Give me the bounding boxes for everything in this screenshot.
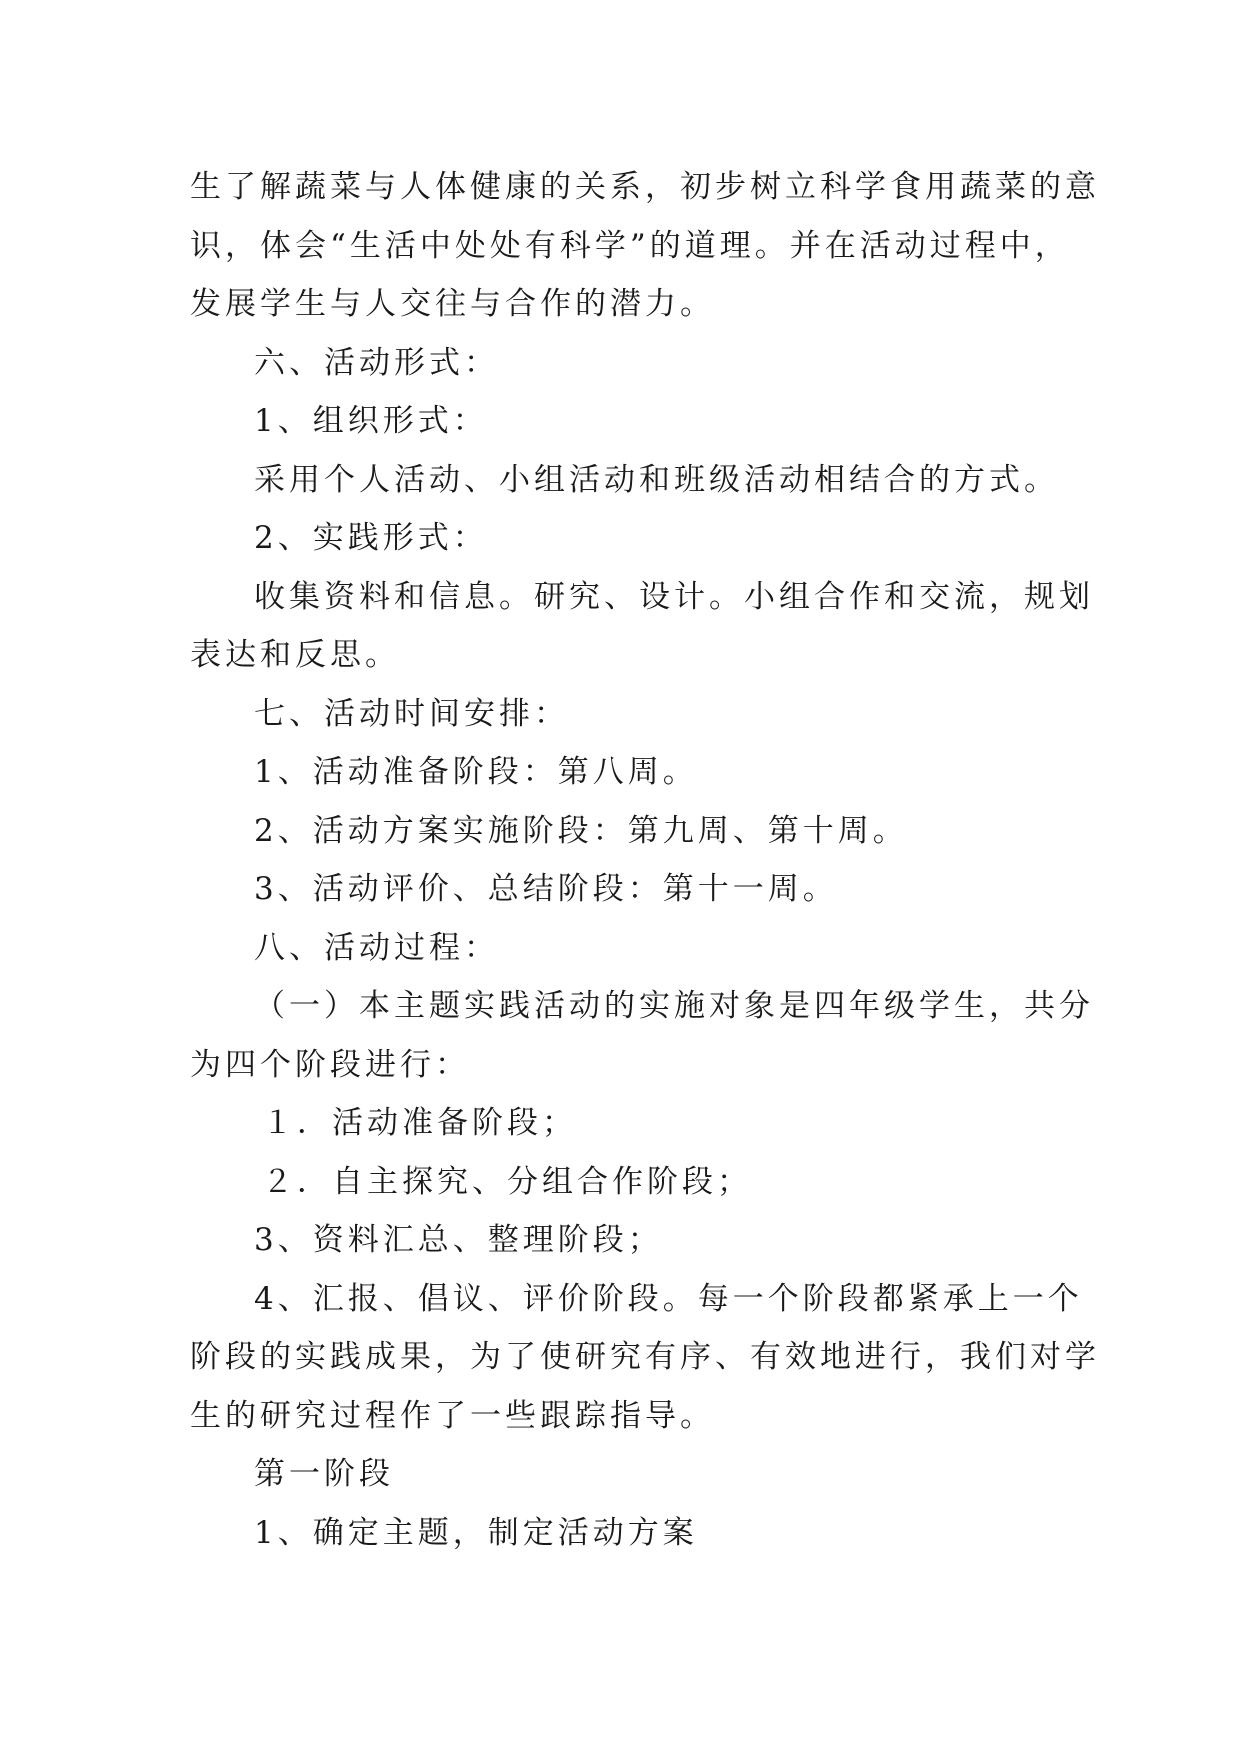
paragraph-line: 生了解蔬菜与人体健康的关系，初步树立科学食用蔬菜的意 — [190, 169, 1100, 205]
list-item: 4、汇报、倡议、评价阶段。每一个阶段都紧承上一个 — [254, 1280, 1083, 1317]
list-item: 2、活动方案实施阶段：第九周、第十周。 — [254, 812, 908, 849]
document-body — [190, 158, 1100, 1562]
list-item: １．活动准备阶段； — [262, 1105, 577, 1141]
subsection-heading: 1、确定主题，制定活动方案 — [254, 1514, 698, 1551]
section-heading: 六、活动形式： — [254, 344, 499, 381]
paragraph-line: 发展学生与人交往与合作的潜力。 — [190, 286, 715, 322]
subsection-heading: 1、组织形式： — [254, 403, 488, 439]
section-heading: 七、活动时间安排： — [254, 695, 569, 732]
section-heading: 八、活动过程： — [254, 929, 499, 966]
paragraph-line: 表达和反思。 — [190, 637, 400, 673]
list-item: 3、资料汇总、整理阶段； — [254, 1222, 663, 1258]
paragraph-line: 阶段的实践成果，为了使研究有序、有效地进行，我们对学 — [190, 1339, 1100, 1375]
paragraph-line: 为四个阶段进行： — [190, 1046, 470, 1083]
list-item: ２．自主探究、分组合作阶段； — [262, 1163, 752, 1200]
paragraph-line: 生的研究过程作了一些跟踪指导。 — [190, 1397, 715, 1434]
section-heading: 第一阶段 — [254, 1456, 394, 1492]
paragraph-line: 识，体会“生活中处处有科学”的道理。并在活动过程中， — [190, 227, 1070, 264]
subsection-heading: 2、实践形式： — [254, 520, 488, 556]
list-item: 1、活动准备阶段：第八周。 — [254, 754, 698, 790]
paragraph-line: 收集资料和信息。研究、设计。小组合作和交流，规划 — [254, 578, 1094, 615]
paragraph-line: 采用个人活动、小组活动和班级活动相结合的方式。 — [254, 461, 1059, 498]
paragraph-line: （一）本主题实践活动的实施对象是四年级学生，共分 — [254, 988, 1094, 1024]
list-item: 3、活动评价、总结阶段：第十一周。 — [254, 871, 838, 907]
